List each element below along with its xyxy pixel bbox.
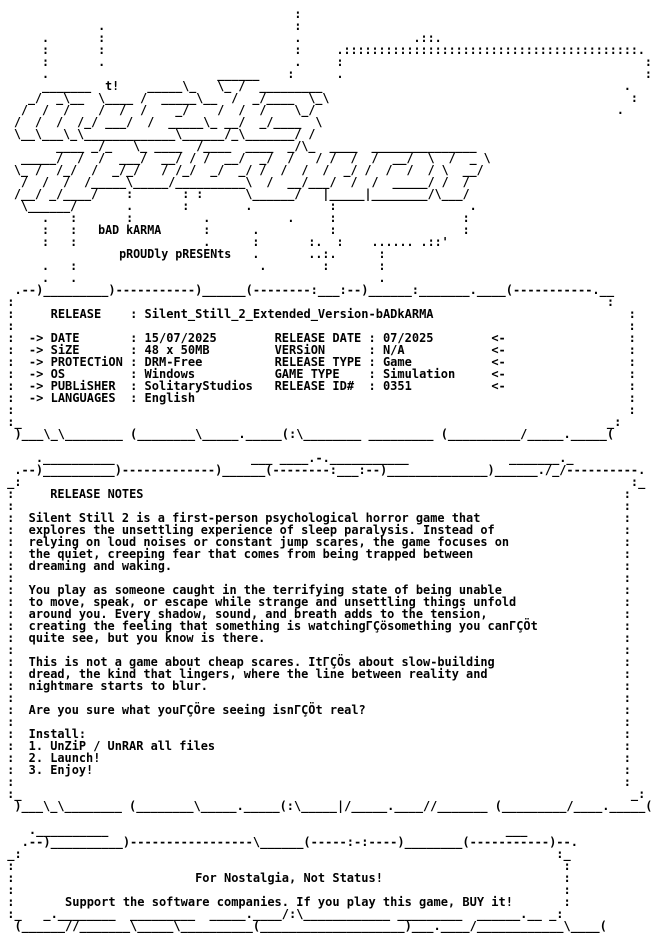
notes-text-line: You play as someone caught in the terrifying state of being unable (28, 583, 502, 597)
notes-title: RELEASE NOTES (50, 487, 144, 501)
install-title: Install: (28, 727, 87, 741)
notes-question: Are you sure what youΓÇÖre seeing isnΓÇÖt real? (28, 703, 366, 717)
info-value: Simulation (382, 367, 492, 381)
install-step: 3. Enjoy! (28, 763, 94, 777)
notes-text-line: explores the unsettling experience of sleep paralysis. Instead of (28, 523, 495, 537)
footer-slogan: For Nostalgia, Not Status! (195, 871, 383, 885)
release-info-section: .--)_________)-----------)______(--------:___:--)______:_______.____(-----------.__ : : : RELEASE : Silent_Still_2_Extended_Version-bADkARMA : : : : -> DATE : 15/07/2025 RELEASE DATE : 07/2025 <- : : -> SiZE : 48 x 50MB VERSiON : N/A <- : : -> PROTECTiON : DRM-Free RELEASE TYPE : Game <- : : -> OS : Windows GAME TYPE : Simulation <- : : -> PUBLiSHER : SolitaryStudios RELEASE ID# : 0351 <- : : -> LANGUAGES : English : : : :_ _: )___\_\________ (________\_____._____(:\________ _________ (__________/_____._____( (0, 283, 636, 441)
info-value: DRM-Free (144, 355, 275, 369)
footer-section: .__________ ___ .--)__________)-----------------\______(-----:-:----)________(-----------)--. _: :_ : : : For Nostalgia, Not Status! : : : : Support the software companies. If you play this game, BUY it! : :_ _.________ _________ _____.____/:\____________ _________ ______.__ _: (______//_______\_____\__________(____________________)___.____/____________\____( (0, 823, 607, 933)
release-frame-bottom: :_ _: )___\_\________ (________\_____._____(:\________ _________ (__________/_____._____( (7, 415, 622, 441)
notes-text-line: dreaming and waking. (28, 559, 173, 573)
info-value: 48 x 50MB (144, 343, 275, 357)
info-value: N/A (382, 343, 492, 357)
info-label: RELEASE DATE (274, 331, 369, 345)
info-label: VERSiON (274, 343, 369, 357)
footer-frame-top: .__________ ___ .--)__________)-----------------\______(-----:-:----)________(-----------)--. _: :_ (7, 823, 578, 861)
install-step: 2. Launch! (28, 751, 101, 765)
notes-text-line: quite see, but you know is there. (28, 631, 266, 645)
info-label: LANGUAGES (50, 391, 131, 405)
info-label: DATE (50, 331, 131, 345)
info-value: SolitaryStudios (144, 379, 275, 393)
notes-text-line: relying on loud noises or constant jump scares, the game focuses on (28, 535, 510, 549)
notes-text-line: creating the feeling that something is watchingΓÇösomething you canΓÇÖt (28, 619, 538, 633)
info-label: OS (50, 367, 131, 381)
footer-support-message: Support the software companies. If you play this game, BUY it! (65, 895, 513, 909)
info-value: 15/07/2025 (144, 331, 275, 345)
info-label: GAME TYPE (274, 367, 369, 381)
footer-frame-bottom: :_ _.________ _________ _____.____/:\____________ _________ ______.__ _: (______//_______\_____\__________(____________________)___.____/____________\____( (7, 907, 607, 933)
info-value: Windows (144, 367, 275, 381)
notes-text-line: nightmare starts to blur. (28, 679, 208, 693)
install-step: 1. UnZiP / UnRAR all files (28, 739, 216, 753)
notes-text-line: the quiet, creeping fear that comes from being trapped between (28, 547, 474, 561)
info-value: Game (382, 355, 492, 369)
notes-text-line: This is not a game about cheap scares. ItΓÇÖs about slow-building (28, 655, 495, 669)
info-value: English (144, 391, 275, 405)
info-label: PUBLiSHER (50, 379, 131, 393)
notes-frame-top: .__________ ___ ____.-.___________ _______._ .--)__________)-------------)______(--------:___:--)______________)______./_/----------. _: :_ (7, 451, 646, 489)
notes-text-line: dread, the kind that lingers, where the line between reality and (28, 667, 488, 681)
release-frame-top: .--)_________)-----------)______(--------:___:--)______:_______.____(-----------.__ (14, 283, 615, 297)
info-label: SiZE (50, 343, 131, 357)
notes-text-line: to move, speak, or escape while strange and unsettling things unfold (28, 595, 517, 609)
notes-frame-bottom: :_ _: )___\_\________ (________\_____._____(:\_____|/_____.____//_______ (_________/____._____( (7, 787, 653, 813)
nfo-logo-ascii-art: : . : . : . .::. : : : .::::::::::::::::::::::::::::::::::::::::::. : . . : : . ______ : . : _______ t! _____\_ \_ / _________ . _/ _\__ \____ / _____\__ / _/____ \_\ : / / / / / / _/ / / / \_/ . / / / /_/ ___/ / _____\_ __/ _/____ \ \__\___\_\_____________\______/_\_______/ / ____ _/_ \_ ____ /____ ____ _/\_ ____ _______________ _____/ / / ___/ __/ / / __/ _/ / / / / / __/ \ / _ \ \_ / /_/ / _/_/ / /_/ _/ _/ / / / / _/ / / / / \ __/ / / / /_____\_____/__________\ / __/___/ / / _____/ / / /__/ _/____/ : : : \______/ |_____|________/\___/ \______/ . : . : . . : : . . : : : : bAD kARMA : . : : : : . : :. : ...... .::' pROUDly pRESENts . ..:. : . : . : : . . . (14, 7, 652, 285)
info-label: RELEASE TYPE (274, 355, 369, 369)
release-label: RELEASE (50, 307, 131, 321)
info-value: 07/2025 (382, 331, 492, 345)
info-label: RELEASE ID# (274, 379, 369, 393)
notes-text-line: Silent Still 2 is a first-person psychological horror game that (28, 511, 481, 525)
release-frame-cap: : : (7, 295, 615, 309)
release-name: Silent_Still_2_Extended_Version-bADkARMA (144, 307, 434, 321)
info-value: 0351 (382, 379, 492, 393)
notes-text-line: around you. Every shadow, sound, and breath adds to the tension, (28, 607, 488, 621)
release-notes-section: .__________ ___ ____.-.___________ _______._ .--)__________)-------------)______(--------:___:--)______________)______./_/----------. _: :_ : RELEASE NOTES : : : : Silent Still 2 is a first-person psychological horror game that : : explores the unsettling experience of sleep paralysis. Instead of : : relying on loud noises or constant jump scares, the game focuses on : : the quiet, creeping fear that comes from being trapped between : : dreaming and waking. : : : : You play as someone caught in the terrifying state of being unable : : to move, speak, or escape while strange and unsettling things unfold : : around you. Every shadow, sound, and breath adds to the tension, : : creating the feeling that something is watchingΓÇösomething you canΓÇÖt : : quite see, but you know is there. : : : : This is not a game about cheap scares. ItΓÇÖs about slow-building : : dread, the kind that lingers, where the line between reality and : : nightmare starts to blur. : : : : Are you sure what youΓÇÖre seeing isnΓÇÖt real? : : : : Install: : : 1. UnZiP / UnRAR all files : : 2. Launch! : : 3. Enjoy! : : : :_ _: )___\_\________ (________\_____._____(:\_____|/_____.____//_______ (_________/____._____( (0, 451, 653, 813)
info-label: PROTECTiON (50, 355, 131, 369)
